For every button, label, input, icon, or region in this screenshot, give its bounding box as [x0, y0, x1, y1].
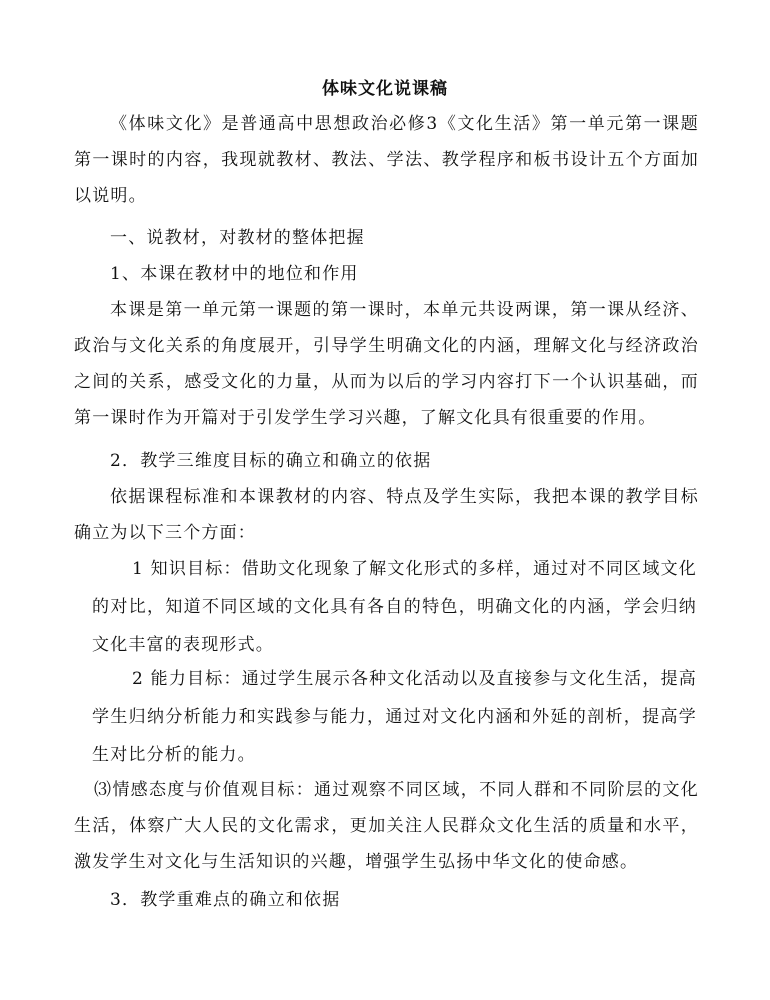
goals-intro-paragraph: 依据课程标准和本课教材的内容、特点及学生实际，我把本课的教学目标确立为以下三个方面：	[74, 487, 699, 543]
subheading-position-role: 1、本课在教材中的地位和作用	[110, 264, 359, 284]
document-title: 体味文化说课稿	[322, 79, 448, 99]
intro-paragraph: 《体味文化》是普通高中思想政治必修3《文化生活》第一单元第一课题第一课时的内容，我现就教材、教法、学法、教学程序和板书设计五个方面加以说明。	[74, 114, 699, 206]
subheading-key-difficult-points: 3．教学重难点的确立和依据	[110, 890, 341, 910]
section-heading-teaching-material: 一、说教材，对教材的整体把握	[110, 228, 365, 248]
knowledge-goal-paragraph: 1 知识目标：借助文化现象了解文化形式的多样，通过对不同区域文化的对比，知道不同区域的文化具有各自的特色，明确文化的内涵，学会归纳文化丰富的表现形式。	[92, 559, 697, 655]
subheading-three-dimension-goals: 2．教学三维度目标的确立和确立的依据	[110, 451, 432, 471]
emotion-goal-paragraph: ⑶情感态度与价值观目标：通过观察不同区域，不同人群和不同阶层的文化生活，体察广大人民的文化需求，更加关注人民群众文化生活的质量和水平，激发学生对文化与生活知识的兴趣，增强学生弘扬中华文化的使命感。	[74, 780, 699, 872]
ability-goal-paragraph: 2 能力目标：通过学生展示各种文化活动以及直接参与文化生活，提高学生归纳分析能力和实践参与能力，通过对文化内涵和外延的剖析，提高学生对比分析的能力。	[92, 669, 697, 765]
position-role-paragraph: 本课是第一单元第一课题的第一课时，本单元共设两课，第一课从经济、政治与文化关系的角度展开，引导学生明确文化的内涵，理解文化与经济政治之间的关系，感受文化的力量，从而为以后的学习内容打下一个认识基础，而第一课时作为开篇对于引发学生学习兴趣，了解文化具有很重要的作用。	[74, 300, 699, 428]
